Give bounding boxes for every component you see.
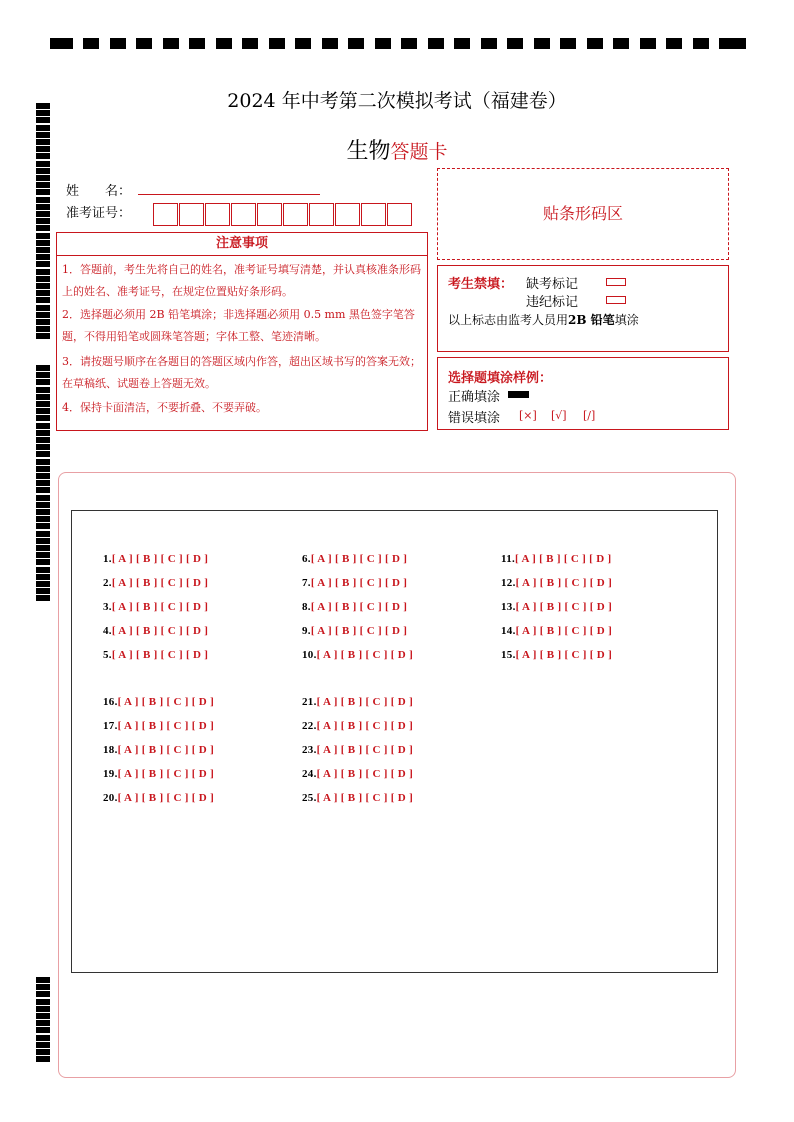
side-timing-mark (36, 117, 50, 123)
timing-mark (428, 38, 444, 49)
notice-item: 3．请按题号顺序在各题目的答题区域内作答，超出区域书写的答案无效；在草稿纸、试题卷上答题无效。 (62, 355, 421, 390)
side-timing-mark (36, 247, 50, 253)
timing-mark (534, 38, 550, 49)
answer-options[interactable]: [ A ] [ B ] [ C ] [ D ] (111, 625, 209, 637)
side-timing-mark (36, 372, 50, 378)
side-timing-mark (36, 312, 50, 318)
question-number: 22. (302, 720, 317, 732)
side-timing-mark (36, 552, 50, 558)
violation-mark-label: 违纪标记 (526, 295, 579, 310)
question-number: 20. (103, 792, 118, 804)
side-timing-mark (36, 444, 50, 450)
timing-mark-bar (50, 38, 746, 50)
timing-mark (507, 38, 523, 49)
question-row[interactable] (103, 696, 214, 708)
question-row[interactable] (103, 792, 214, 804)
answer-options[interactable]: [ A ] [ B ] [ C ] [ D ] (310, 601, 408, 613)
side-timing-mark (36, 516, 50, 522)
side-timing-mark (36, 1006, 50, 1012)
side-timing-mark (36, 538, 50, 544)
answer-options[interactable]: [ A ] [ B ] [ C ] [ D ] (316, 792, 414, 804)
restricted-note-bold: 2B 铅笔 (568, 313, 615, 327)
timing-mark (348, 38, 364, 49)
side-timing-mark (36, 415, 50, 421)
side-timing-mark (36, 1035, 50, 1041)
timing-mark (189, 38, 205, 49)
wrong-fill-sample: [/] (583, 409, 596, 422)
side-timing-mark (36, 430, 50, 436)
question-number: 10. (302, 649, 317, 661)
side-timing-mark (36, 495, 50, 501)
restricted-label: 考生禁填： (448, 277, 514, 292)
side-timing-mark (36, 387, 50, 393)
side-timing-mark (36, 487, 50, 493)
timing-mark (110, 38, 126, 49)
question-number: 17. (103, 720, 118, 732)
question-number: 6. (302, 553, 311, 565)
question-row[interactable] (501, 649, 612, 661)
side-timing-mark (36, 211, 50, 217)
violation-mark-box[interactable] (606, 296, 626, 304)
side-timing-mark (36, 225, 50, 231)
notice-heading: 注意事项 (215, 236, 268, 251)
question-number: 8. (302, 601, 311, 613)
barcode-area (437, 168, 729, 260)
question-number: 7. (302, 577, 311, 589)
timing-mark (136, 38, 152, 49)
side-timing-mark (36, 125, 50, 131)
side-timing-mark (36, 290, 50, 296)
question-row[interactable] (501, 601, 612, 613)
answer-options[interactable]: [ A ] [ B ] [ C ] [ D ] (117, 720, 215, 732)
answer-options[interactable]: [ A ] [ B ] [ C ] [ D ] (515, 625, 613, 637)
question-number: 16. (103, 696, 118, 708)
side-timing-mark (36, 1027, 50, 1033)
answer-options[interactable]: [ A ] [ B ] [ C ] [ D ] (515, 649, 613, 661)
side-timing-mark (36, 1056, 50, 1062)
side-timing-mark (36, 574, 50, 580)
side-timing-mark (36, 502, 50, 508)
exam-id-label: 准考证号： (66, 206, 132, 221)
card-label: 答题卡 (390, 141, 448, 163)
answer-options[interactable]: [ A ] [ B ] [ C ] [ D ] (515, 553, 612, 565)
exam-id-digit-box[interactable] (361, 203, 386, 226)
answer-options[interactable]: [ A ] [ B ] [ C ] [ D ] (310, 625, 408, 637)
question-row[interactable] (302, 553, 407, 565)
wrong-fill-label: 错误填涂 (448, 411, 501, 426)
question-row[interactable] (302, 768, 413, 780)
side-timing-mark (36, 379, 50, 385)
answer-options[interactable]: [ A ] [ B ] [ C ] [ D ] (316, 768, 414, 780)
name-label: 姓 名： (66, 184, 132, 199)
restricted-note-prefix: 以上标志由监考人员用 (448, 313, 569, 327)
question-number: 9. (302, 625, 311, 637)
fill-sample-label: 选择题填涂样例： (448, 371, 553, 386)
answer-options[interactable]: [ A ] [ B ] [ C ] [ D ] (310, 577, 408, 589)
side-timing-mark (36, 319, 50, 325)
timing-mark (375, 38, 391, 49)
question-row[interactable] (103, 768, 214, 780)
question-number: 4. (103, 625, 112, 637)
question-number: 2. (103, 577, 112, 589)
side-timing-mark (36, 545, 50, 551)
fill-sample-box (437, 357, 729, 430)
side-timing-mark (36, 254, 50, 260)
question-row[interactable] (103, 744, 214, 756)
side-timing-mark (36, 276, 50, 282)
timing-mark (587, 38, 603, 49)
restricted-note-suffix: 填涂 (614, 313, 639, 327)
timing-mark (723, 38, 746, 49)
exam-id-digit-box[interactable] (283, 203, 308, 226)
question-row[interactable] (103, 601, 208, 613)
wrong-fill-sample: [√] (551, 409, 567, 422)
question-row[interactable] (501, 577, 612, 589)
answer-options[interactable]: [ A ] [ B ] [ C ] [ D ] (111, 649, 209, 661)
side-timing-mark (36, 581, 50, 587)
timing-mark (481, 38, 497, 49)
side-timing-mark (36, 269, 50, 275)
question-row[interactable] (501, 553, 611, 565)
question-number: 3. (103, 601, 112, 613)
question-row[interactable] (302, 601, 407, 613)
question-row[interactable] (103, 720, 214, 732)
question-number: 19. (103, 768, 118, 780)
side-timing-mark (36, 531, 50, 537)
side-timing-mark (36, 1013, 50, 1019)
question-row[interactable] (103, 649, 208, 661)
side-timing-mark (36, 473, 50, 479)
exam-id-digit-box[interactable] (335, 203, 360, 226)
question-row[interactable] (302, 792, 413, 804)
answer-options[interactable]: [ A ] [ B ] [ C ] [ D ] (515, 577, 613, 589)
side-timing-mark (36, 1020, 50, 1026)
side-timing-mark (36, 1049, 50, 1055)
question-number: 24. (302, 768, 317, 780)
timing-mark (322, 38, 338, 49)
side-timing-mark (36, 204, 50, 210)
notice-item: 4．保持卡面清洁，不要折叠、不要弄破。 (62, 401, 267, 414)
side-timing-mark (36, 451, 50, 457)
exam-title: 2024 年中考第二次模拟考试（福建卷） (227, 90, 567, 112)
question-number: 15. (501, 649, 516, 661)
answer-options[interactable]: [ A ] [ B ] [ C ] [ D ] (316, 744, 414, 756)
timing-mark (401, 38, 417, 49)
notice-item: 1．答题前，考生先将自己的姓名，准考证号填写清楚，并认真核准条形码上的姓名、准考证号，在规定位置贴好条形码。 (62, 263, 421, 298)
side-timing-mark (36, 182, 50, 188)
absent-mark-box[interactable] (606, 278, 626, 286)
side-timing-mark (36, 523, 50, 529)
correct-fill-label: 正确填涂 (448, 390, 501, 405)
absent-mark-label: 缺考标记 (526, 277, 579, 292)
exam-id-digit-box[interactable] (387, 203, 412, 226)
side-timing-mark (36, 394, 50, 400)
question-row[interactable] (501, 625, 612, 637)
side-timing-mark (36, 189, 50, 195)
barcode-area-label: 贴条形码区 (542, 204, 623, 223)
candidate-restricted-box (437, 265, 729, 352)
subject-title (0, 134, 794, 165)
side-timing-mark (36, 595, 50, 601)
notice-heading-box (56, 232, 428, 256)
timing-mark (454, 38, 470, 49)
exam-id-digit-box[interactable] (205, 203, 230, 226)
side-timing-mark (36, 459, 50, 465)
timing-mark (640, 38, 656, 49)
exam-id-digit-box[interactable] (179, 203, 204, 226)
timing-mark (295, 38, 311, 49)
answer-options[interactable]: [ A ] [ B ] [ C ] [ D ] (111, 601, 209, 613)
side-timing-mark (36, 588, 50, 594)
side-timing-mark (36, 567, 50, 573)
side-timing-mark (36, 326, 50, 332)
timing-mark (50, 38, 73, 49)
timing-mark (269, 38, 285, 49)
answer-options[interactable]: [ A ] [ B ] [ C ] [ D ] (310, 553, 408, 565)
side-timing-mark (36, 218, 50, 224)
correct-fill-sample (508, 391, 529, 398)
question-number: 13. (501, 601, 516, 613)
question-number: 5. (103, 649, 112, 661)
question-row[interactable] (103, 553, 208, 565)
side-timing-mark (36, 1042, 50, 1048)
answer-options[interactable]: [ A ] [ B ] [ C ] [ D ] (117, 744, 215, 756)
timing-mark (560, 38, 576, 49)
exam-id-digit-box[interactable] (257, 203, 282, 226)
side-timing-mark (36, 401, 50, 407)
side-timing-mark (36, 283, 50, 289)
question-row[interactable] (302, 720, 413, 732)
question-number: 12. (501, 577, 516, 589)
answer-options[interactable]: [ A ] [ B ] [ C ] [ D ] (316, 649, 414, 661)
timing-mark (613, 38, 629, 49)
side-timing-mark (36, 333, 50, 339)
timing-mark (242, 38, 258, 49)
side-timing-mark (36, 168, 50, 174)
answer-options[interactable]: [ A ] [ B ] [ C ] [ D ] (117, 792, 215, 804)
question-row[interactable] (302, 649, 413, 661)
question-number: 18. (103, 744, 118, 756)
side-timing-mark (36, 305, 50, 311)
question-number: 23. (302, 744, 317, 756)
exam-id-digit-box[interactable] (309, 203, 334, 226)
question-row[interactable] (302, 744, 413, 756)
side-timing-mark (36, 175, 50, 181)
timing-mark (693, 38, 709, 49)
side-timing-mark (36, 297, 50, 303)
exam-id-digit-box[interactable] (231, 203, 256, 226)
answer-options[interactable]: [ A ] [ B ] [ C ] [ D ] (316, 696, 414, 708)
answer-options[interactable]: [ A ] [ B ] [ C ] [ D ] (515, 601, 613, 613)
question-number: 1. (103, 553, 112, 565)
answer-options[interactable]: [ A ] [ B ] [ C ] [ D ] (111, 577, 209, 589)
side-timing-mark (36, 559, 50, 565)
question-row[interactable] (302, 625, 407, 637)
question-number: 21. (302, 696, 317, 708)
side-timing-mark (36, 991, 50, 997)
timing-mark (83, 38, 99, 49)
side-timing-mark (36, 509, 50, 515)
restricted-note (448, 311, 639, 328)
side-timing-mark (36, 984, 50, 990)
timing-mark (216, 38, 232, 49)
timing-mark (163, 38, 179, 49)
subject-name: 生物 (346, 139, 391, 164)
question-number: 14. (501, 625, 516, 637)
side-timing-mark (36, 233, 50, 239)
answer-options[interactable]: [ A ] [ B ] [ C ] [ D ] (111, 553, 209, 565)
exam-id-digit-box[interactable] (153, 203, 178, 226)
side-timing-mark (36, 408, 50, 414)
name-field[interactable] (138, 194, 320, 195)
question-row[interactable] (103, 625, 208, 637)
question-row[interactable] (103, 577, 208, 589)
question-number: 25. (302, 792, 317, 804)
answer-options[interactable]: [ A ] [ B ] [ C ] [ D ] (117, 696, 215, 708)
wrong-fill-sample: [×] (519, 409, 537, 422)
timing-mark (666, 38, 682, 49)
side-timing-mark (36, 999, 50, 1005)
side-timing-mark (36, 437, 50, 443)
notice-item: 2．选择题必须用 2B 铅笔填涂；非选择题必须用 0.5 mm 黑色签字笔答题，不得用铅笔或圆珠笔答题；字体工整、笔迹清晰。 (62, 308, 415, 343)
side-timing-mark (36, 240, 50, 246)
side-timing-mark (36, 480, 50, 486)
side-timing-mark (36, 261, 50, 267)
answer-options[interactable]: [ A ] [ B ] [ C ] [ D ] (117, 768, 215, 780)
answer-options[interactable]: [ A ] [ B ] [ C ] [ D ] (316, 720, 414, 732)
question-number: 11. (501, 553, 516, 565)
side-timing-mark (36, 423, 50, 429)
side-timing-mark (36, 466, 50, 472)
side-timing-mark (36, 197, 50, 203)
question-row[interactable] (302, 696, 413, 708)
side-timing-mark (36, 365, 50, 371)
question-row[interactable] (302, 577, 407, 589)
side-timing-mark (36, 977, 50, 983)
